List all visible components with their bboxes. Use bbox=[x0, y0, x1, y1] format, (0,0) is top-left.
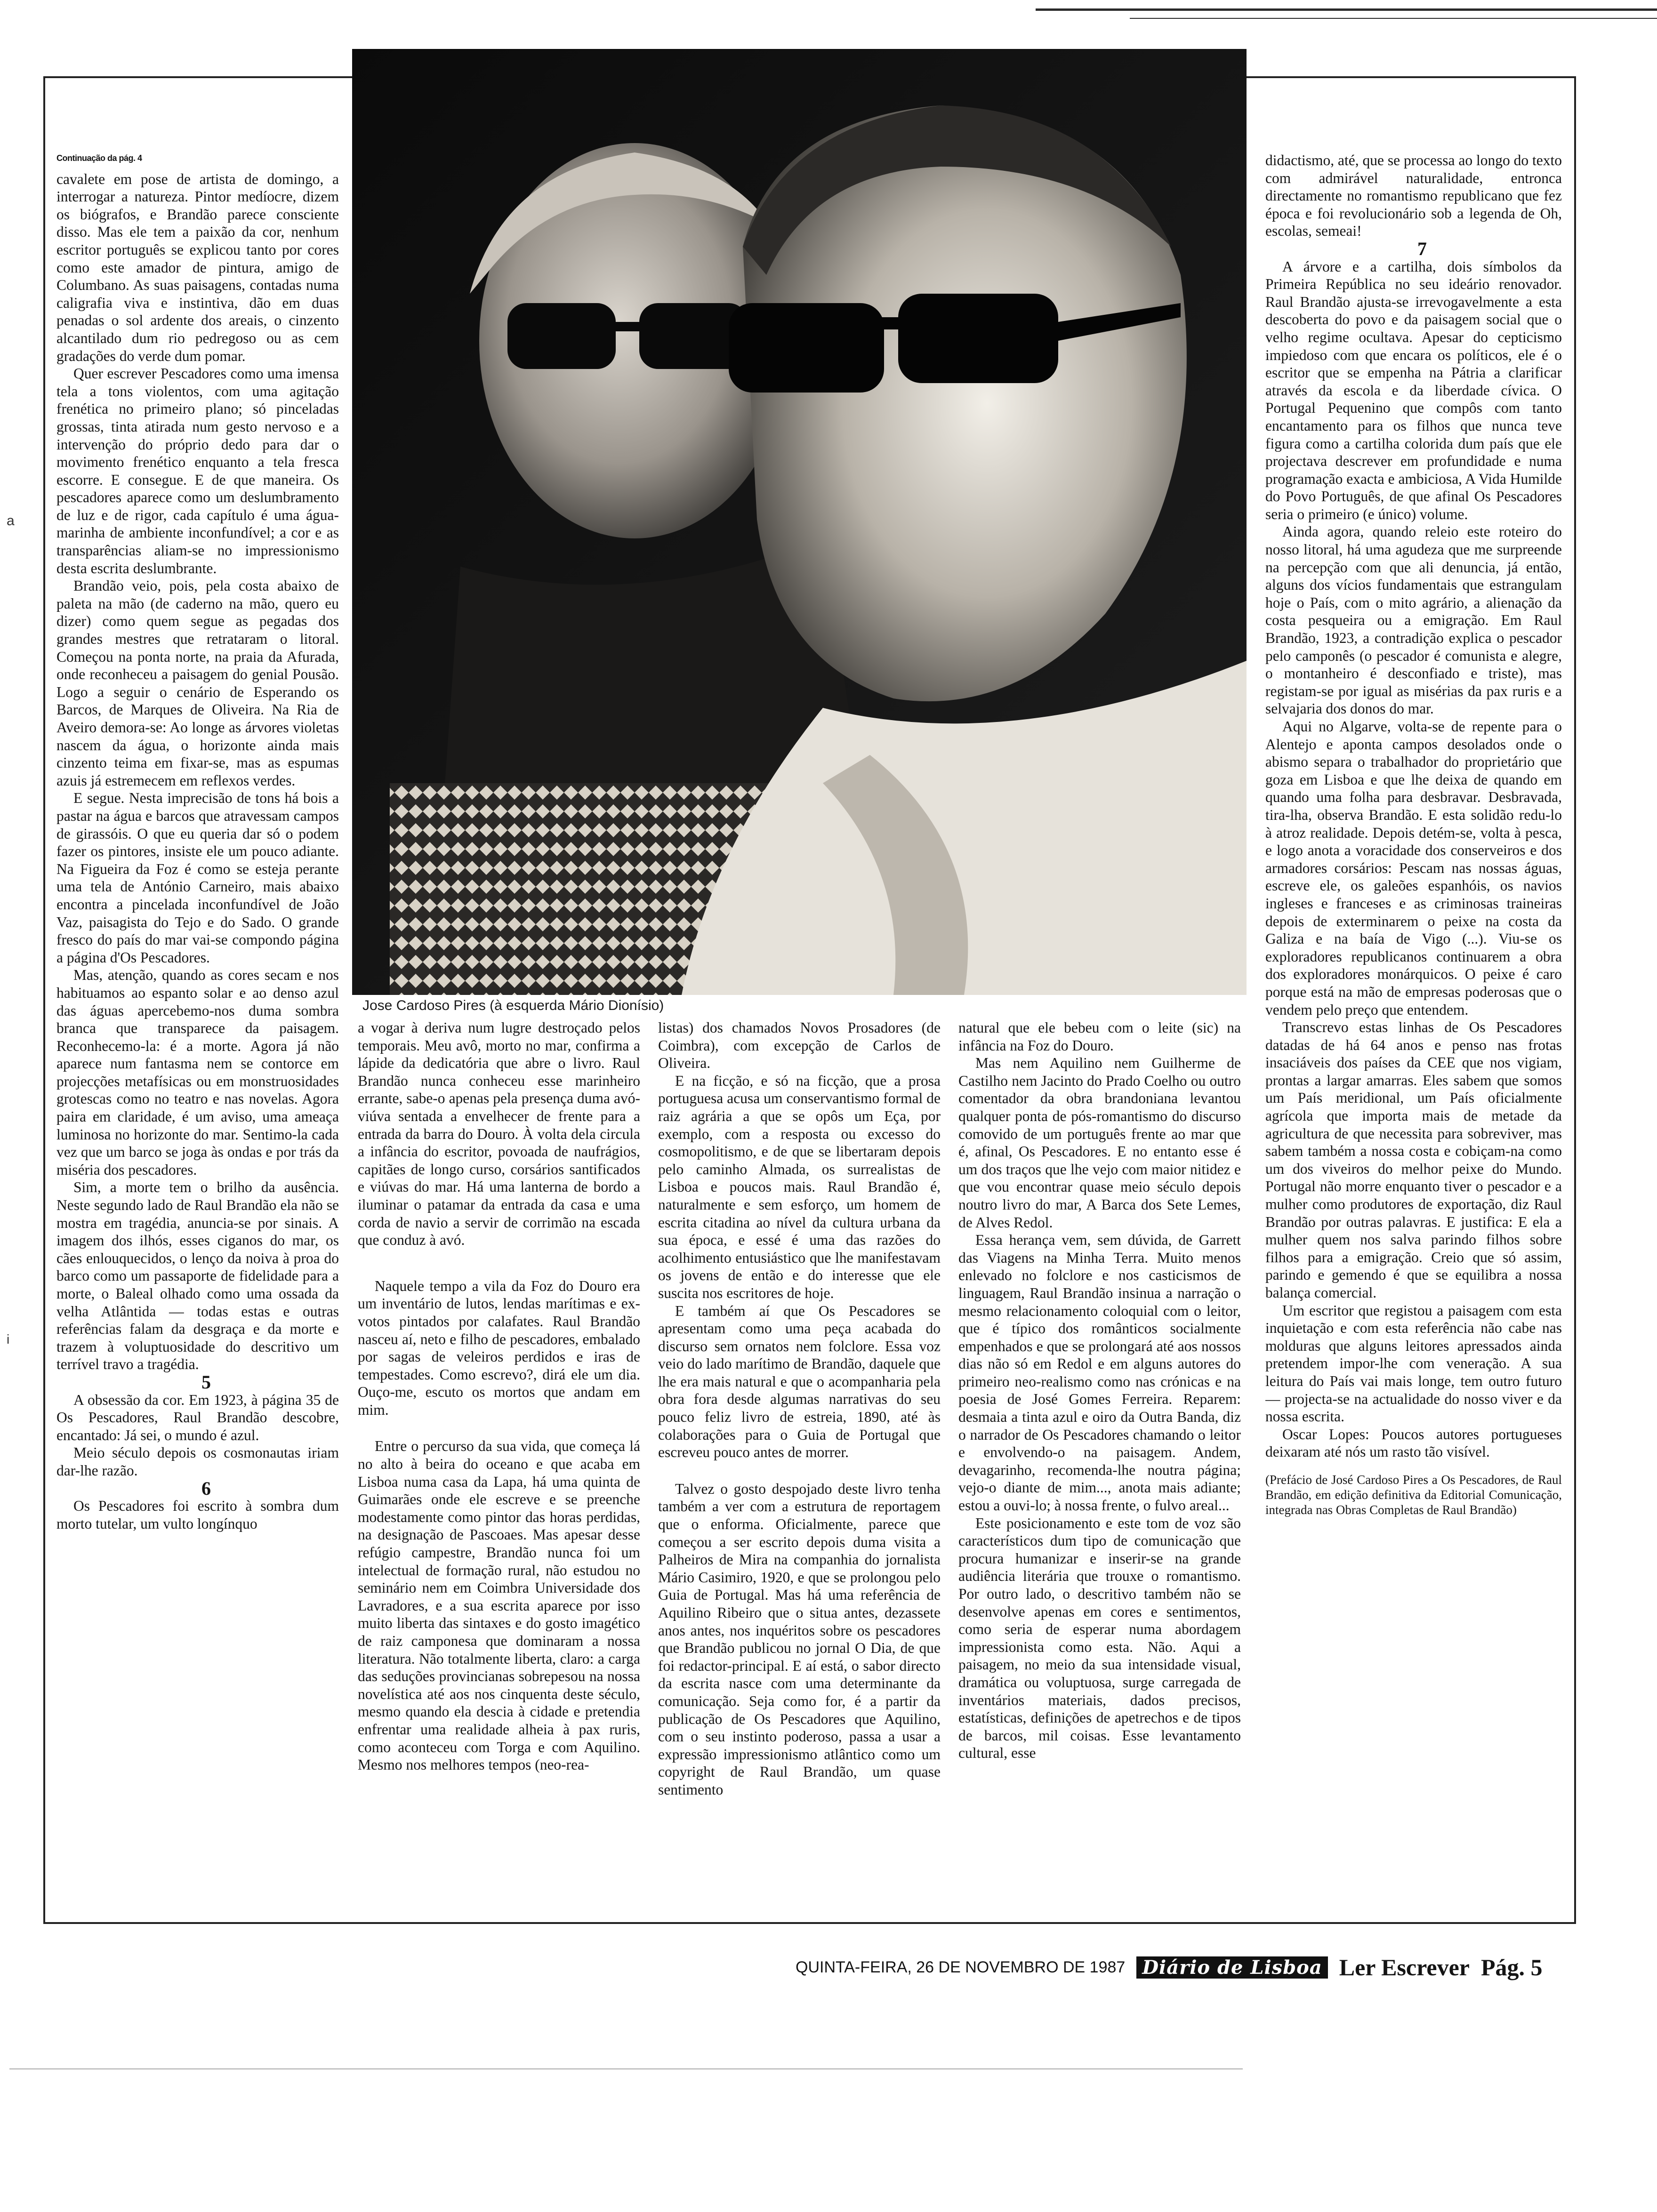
scan-top-rule bbox=[1036, 8, 1657, 11]
col1-paragraph: Quer escrever Pescadores como uma imensa tela a tons violentos, com uma agitação frenética no primeiro plano; só pinceladas grossas, tinta atirada num gesto nervoso e a intervenção do próprio dedo para dar o movimento frenético enquanto a tela fresca escorre. E consegue. E de que maneira. Os pescadores aparece como um deslumbramento de luz e de rigor, cada capítulo é uma água-marinha de ambiente inconfundível; a cor e as transparências aliam-se no impressionismo desta escrita deslumbrante. bbox=[56, 365, 339, 577]
page-footer bbox=[796, 1953, 1577, 1981]
col5-paragraph: A árvore e a cartilha, dois símbolos da Primeira República no seu ideário renovador. Raul Brandão ajusta-se irrevogavelmente a esta descoberta do povo e da paisagem social que o velho regime ocultava. Apesar do cepticismo impiedoso com que encara os políticos, ele é o escritor que se empenha na Pátria a clarificar através da escola e da liberdade cívica. O Portugal Pequenino que compôs com tanto encantamento para os filhos que nunca teve figura como a cartilha colorida dum país que ele projectava descrever em profundidade e numa programação exacta e ambiciosa, A Vida Humilde do Povo Português, de que afinal Os Pescadores seria o primeiro (e único) volume. bbox=[1265, 258, 1562, 522]
col3-paragraph: listas) dos chamados Novos Prosadores (de Coimbra), com excepção de Carlos de Oliveira. bbox=[658, 1019, 941, 1072]
continuation-label: Continuação da pág. 4 bbox=[56, 153, 142, 163]
section-number: 7 bbox=[1417, 238, 1427, 259]
col1-paragraph: Mas, atenção, quando as cores secam e nos habituamos ao espanto solar e ao denso azul das águas apercebemo-nos duma sombra branca que transparece da paisagem. Reconhecemo-la: é a morte. Agora já não aparece num fantasma nem se contorce em projecções metafísicas ou em monstruosidades grotescas como no teatro e nas novelas. Agora paira em claridade, é um aviso, uma ameaça luminosa no horizonte do mar. Sentimo-la cada vez que um barco se joga às ondas e por trás da miséria dos pescadores. bbox=[56, 967, 339, 1178]
portrait-photo bbox=[352, 49, 1247, 995]
col1-paragraph: Sim, a morte tem o brilho da ausência. Neste segundo lado de Raul Brandão ela não se mostra em tragédia, anuncia-se por sinais. A imagem dos ilhós, esses ciganos do mar, os cães enlouquecidos, o lenço da noiva à proa do barco como um passaporte de fidelidade para a morte, o Baleal olhado como uma ossada da velha Atlântida — todas estas e outras referências falam da desgraça e da morte e trazem à voluptuosidade do descritivo um terrível travo a tragédia. bbox=[56, 1179, 339, 1373]
column-1 bbox=[56, 150, 339, 1924]
portrait-photo-image bbox=[352, 49, 1247, 995]
col4-paragraph: Mas nem Aquilino nem Guilherme de Castilho nem Jacinto do Prado Coelho ou outro comentador da obra brandoniana levantou qualquer ponta de pós-romantismo do discurso comovido de um português frente ao mar que é, afinal, Os Pescadores. E no entanto esse é um dos traços que lhe vejo com maior nitidez e que vou encontrar quase meio século depois noutro livro do mar, A Barca dos Sete Lemes, de Alves Redol. bbox=[958, 1055, 1241, 1231]
col1-paragraph: Meio século depois os cosmonautas iriam dar-lhe razão. bbox=[56, 1444, 339, 1479]
footer-date: QUINTA-FEIRA, 26 DE NOVEMBRO DE 1987 bbox=[796, 1958, 1126, 1976]
column-4 bbox=[958, 1019, 1241, 1925]
col2-paragraph: a vogar à deriva num lugre destroçado pelos temporais. Meu avô, morto no mar, confirma a lápide da dedicatória que abre o livro. Raul Brandão nunca conheceu esse marinheiro errante, sabe-o apenas pela presença duma avó-viúva sentada a envelhecer de frente para a entrada da barra do Douro. À volta dela circula a infância do escritor, povoada de naufrágios, capitães de longo curso, corsários santificados e viúvas do mar. Há uma lanterna de bordo a iluminar o patamar da entrada da casa e uma corda de navio a servir de corrimão na escada que conduz à avó. bbox=[358, 1019, 640, 1249]
scan-bottom-rule bbox=[9, 2068, 1243, 2069]
col5-paragraph: Transcrevo estas linhas de Os Pescadores datadas de há 64 anos e penso nas frotas insaciáveis dos países da CEE que nos vigiam, prontas a largar amarras. Eles sabem que somos um País meridional, um País oficialmente agrícola que importa mais de metade da agricultura de que necessita para sobreviver, mas sabem também a nossa costa e cobiçam-na como um dos viveiros do melhor peixe do Mundo. Portugal não morre enquanto tiver o pescador e a mulher como produtores de exportação, diz Raul Brandão por outras palavras. E justifica: E ela a mulher quem nos salva parindo filhos sobre filhos para a emigração. Creio que só assim, parindo e gemendo é que se equilibra a nossa balança comercial. bbox=[1265, 1019, 1562, 1301]
col1-paragraph: Brandão veio, pois, pela costa abaixo de paleta na mão (de caderno na mão, quero eu dizer) como quem segue as pegadas dos grandes mestres que retrataram o litoral. Começou na ponta norte, na praia da Afurada, onde reconheceu a paisagem do genial Pousão. Logo a seguir o cenário de Esperando os Barcos, de Marques de Oliveira. Na Ria de Aveiro demora-se: Ao longe as árvores violetas nascem da água, o horizonte ainda mais cinzento teima em fixar-se, mas as espumas azuis já estremecem em reflexos verdes. bbox=[56, 577, 339, 789]
scan-top-rule-thin bbox=[1130, 18, 1657, 19]
col1-paragraph: A obsessão da cor. Em 1923, à página 35 de Os Pescadores, Raul Brandão descobre, encantado: Já sei, o mundo é azul. bbox=[56, 1391, 339, 1443]
photo-caption: Jose Cardoso Pires (à esquerda Mário Dionísio) bbox=[362, 998, 664, 1013]
section-name: Ler Escrever bbox=[1339, 1954, 1470, 1980]
col1-paragraph: E segue. Nesta imprecisão de tons há bois a pastar na água e barcos que atravessam campos de girassóis. O que eu queria dar só o podem fazer os pintores, insiste ele um pouco adiante. Na Figueira da Foz é como se esteja perante uma tela de António Carneiro, mais abaixo encontra a pincelada inconfundível de João Vaz, paisagista do Tejo e do Sado. O grande fresco do país do mar vai-se compondo página a página d'Os Pescadores. bbox=[56, 790, 339, 966]
col5-paragraph: Oscar Lopes: Poucos autores portugueses deixaram até nós um rasto tão visível. bbox=[1265, 1426, 1562, 1460]
section-number: 6 bbox=[201, 1477, 211, 1499]
col1-paragraph: Os Pescadores foi escrito à sombra dum morto tutelar, um vulto longínquo bbox=[56, 1498, 339, 1532]
margin-mark-left: a bbox=[7, 513, 15, 529]
col5-paragraph: Aqui no Algarve, volta-se de repente para o Alentejo e aponta campos desolados onde o abismo separa o trabalhador do proprietário que goza em Lisboa e que lhe deixa de quando em quando uma folha para desbravar. Desbravada, tira-lha, observa Brandão. E esta solidão redu-lo à atroz realidade. Depois detém-se, volta à pesca, e logo anota a voracidade dos conserveiros e dos armadores corsários: Pescam nas nossas águas, escreve ele, os galeões espanhóis, os navios ingleses e franceses e as criminosas traineiras depois de exterminarem o peixe na costa da Galiza e na baía de Vigo (...). Viu-se os exploradores republicanos continuarem a obra dos exploradores monárquicos. O peixe é caro porque está na mão de empresas poderosas que o vendem pelo preço que entendem. bbox=[1265, 718, 1562, 1018]
col5-paragraph: Ainda agora, quando releio este roteiro do nosso litoral, há uma agudeza que me surpreende na percepção com que ali denuncia, já então, alguns dos vícios fundamentais que estrangulam hoje o País, com o mito agrário, a alienação da costa pesqueira ou a emigração. Em Raul Brandão, 1923, a contradição explica o pescador pelo camponês (o pescador é comunista e alegre, o montanheiro é desconfiado e triste), mas registam-se por igual as misérias da pax ruris e a selvajaria dos donos do mar. bbox=[1265, 523, 1562, 717]
col5-paragraph: didactismo, até, que se processa ao longo do texto com admirável naturalidade, entronca directamente no romantismo republicano que fez época e foi revolucionário sob a legenda de Oh, escolas, semeai! bbox=[1265, 152, 1562, 240]
col4-paragraph: natural que ele bebeu com o leite (sic) na infância na Foz do Douro. bbox=[958, 1019, 1241, 1054]
col4-paragraph: Este posicionamento e este tom de voz são característicos dum tipo de comunicação que procura humanizar e inserir-se na grande audiência literária que trouxe o romantismo. Por outro lado, o descritivo também não se desenvolve apenas em cores e sentimentos, como seria de esperar numa abordagem impressionista como esta. Não. Aqui a paisagem, no meio da sua intensidade visual, dramática ou voluptuosa, surge carregada de inventários materiais, dados precisos, estatísticas, definições de apetrechos e de tipos de barcos, mil coisas. Esse levantamento cultural, esse bbox=[958, 1515, 1241, 1762]
column-2 bbox=[358, 1019, 640, 1925]
col3-paragraph: E na ficção, e só na ficção, que a prosa portuguesa acusa um conservantismo formal de raiz agrária a que se opôs um Eça, por exemplo, com a resposta ou excesso do cosmopolitismo, e de que se libertaram depois pelo caminho Almada, os surrealistas de Lisboa e poucos mais. Raul Brandão é, naturalmente e sem esforço, um homem de escrita citadina ao nível da cultura urbana da sua época, e essé é uma das razões do acolhimento entusiástico que lhe manifestavam os jovens de então e do interesse que ele suscita nos escritores de hoje. bbox=[658, 1072, 941, 1301]
page-number: Pág. 5 bbox=[1480, 1954, 1543, 1980]
col4-paragraph: Essa herança vem, sem dúvida, de Garrett das Viagens na Minha Terra. Muito menos enlevado no folclore e nos casticismos de linguagem, Raul Brandão insinua a narração o mesmo relacionamento coloquial com o leitor, que é típico dos românticos socialmente empenhados e que se prolongará até aos nossos dias não só em Redol e em alguns autores do primeiro neo-realismo como nas crónicas e na poesia de José Gomes Ferreira. Reparem: desmaia a tinta azul e oiro da Outra Banda, diz o narrador de Os Pescadores chamando o leitor e envolvendo-o na paisagem. Andem, devagarinho, recomenda-lhe noutra página; vejo-o diante de mim..., anota mais adiante; estou a ouvi-lo; à nossa frente, o fulvo areal... bbox=[958, 1232, 1241, 1514]
col2-paragraph: Naquele tempo a vila da Foz do Douro era um inventário de lutos, lendas marítimas e ex-votos pintados por calafates. Raul Brandão nasceu aí, neto e filho de pescadores, embalado por sagas de veleiros perdidos e iras de tempestades. Como escrevo?, dirá ele um dia. Ouço-me, escuto os mortos que andam em mim. bbox=[358, 1277, 640, 1418]
newspaper-masthead: Diário de Lisboa bbox=[1136, 1956, 1327, 1979]
column-5 bbox=[1265, 152, 1562, 1921]
col2-paragraph: Entre o percurso da sua vida, que começa lá no alto à beira do oceano e que acaba em Lisboa numa casa da Lapa, há uma quinta de Guimarães onde ele escreve e se preenche modestamente como pintor das horas perdidas, na designação de Pascoaes. Mas apesar desse refúgio campestre, Brandão nunca foi um intelectual de formação rural, não estudou no seminário nem em Coimbra Universidade dos Lavradores, e a sua escrita aparece por isso muito liberta das sintaxes e do gosto imagético de raiz camponesa que dominaram a nossa literatura. Não totalmente liberta, claro: a carga das seduções provincianas sobrepesou na nossa novelística até aos nos cinquenta deste século, mesmo quando ela descia à cidade e pretendia enfrentar uma realidade alheia à pax ruris, como aconteceu com Torga e com Aquilino. Mesmo nos melhores tempos (neo-rea- bbox=[358, 1438, 640, 1773]
col3-paragraph: Talvez o gosto despojado deste livro tenha também a ver com a estrutura de reportagem que o enforma. Oficialmente, parece que começou a ser escrito depois duma visita a Palheiros de Mira na companhia do jornalista Mário Casimiro, 1920, e que se prolongou pelo Guia de Portugal. Mas há uma referência de Aquilino Ribeiro que o situa antes, dezassete anos antes, nos inquéritos sobre os pescadores que Brandão publicou no jornal O Dia, de que foi redactor-principal. E aí está, o sabor directo da escrita nasce com uma determinante da comunicação. Seja como for, é a partir da publicação de Os Pescadores que Aquilino, com o seu instinto poderoso, passa a usar a expressão impressionismo atlântico como um copyright de Raul Brandão, um quase sentimento bbox=[658, 1480, 941, 1798]
col3-paragraph: E também aí que Os Pescadores se apresentam como uma peça acabada do discurso sem ornatos nem folclore. Essa voz veio do lado marítimo de Brandão, daquele que lhe era mais natural e que o acompanharia pela obra fora desde algumas narrativas do seu pouco feliz livro de estreia, 1890, até às colaborações para o Guia de Portugal que escreveu pouco antes de morrer. bbox=[658, 1302, 941, 1461]
section-number: 5 bbox=[201, 1371, 211, 1393]
col5-paragraph: Um escritor que registou a paisagem com esta inquietação e com esta referência não cabe nas molduras que alguns leitores apressados ainda pretendem impor-lhe com veneração. A sua leitura do País vai mais longe, tem outro futuro — projecta-se na actualidade do nosso viver e da nossa escrita. bbox=[1265, 1302, 1562, 1425]
col1-paragraph: cavalete em pose de artista de domingo, a interrogar a natureza. Pintor medíocre, dizem os biógrafos, e Brandão parece consciente disso. Mas ele tem a paixão da cor, nenhum escritor português se explicou tanto por cores como este amador de pintura, amigo de Columbano. As suas paisagens, contadas numa caligrafia viva e instintiva, dão em duas penadas o sol ardente dos areais, o cinzento alcantilado dum rio pedregoso ou as cem gradações do verde dum pomar. bbox=[56, 170, 339, 364]
column-3 bbox=[658, 1019, 941, 1925]
margin-mark-left-2: i bbox=[7, 1332, 10, 1346]
source-credit: (Prefácio de José Cardoso Pires a Os Pescadores, de Raul Brandão, em edição definitiva da Editorial Comunicação, integrada nas Obras Completas de Raul Brandão) bbox=[1265, 1472, 1562, 1517]
